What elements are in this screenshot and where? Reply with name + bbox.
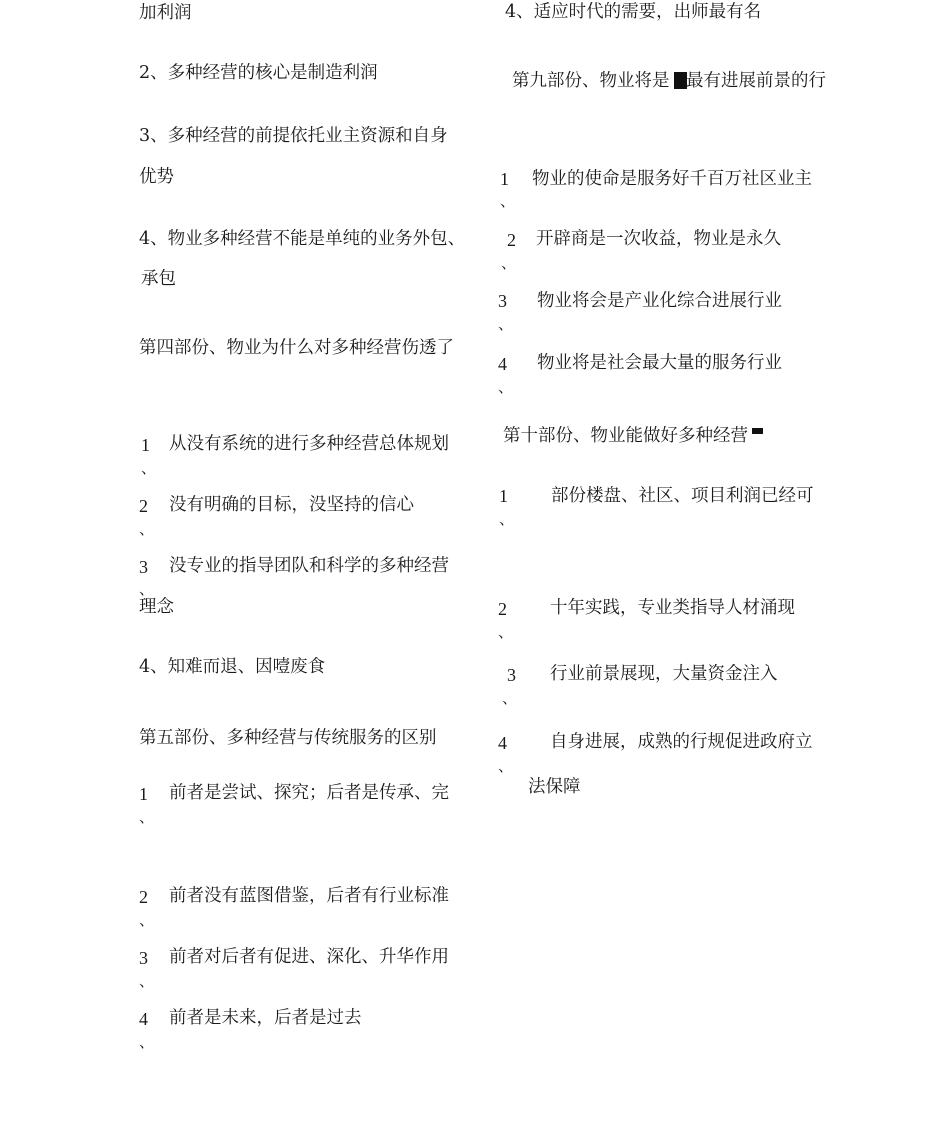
section-title-10-text: 第十部份、物业能做好多种经营 — [503, 426, 748, 446]
list-item-separator: 、 — [500, 192, 516, 210]
list-item-premise-cont: 优势 — [139, 167, 174, 187]
list-item-number: 4 — [139, 1009, 148, 1029]
list-item-text: 前者是尝试、探究；后者是传承、完 — [169, 783, 449, 803]
list-item-number: 1 — [500, 169, 509, 189]
list-item-number: 3 — [139, 557, 148, 577]
list-item-number: 2 — [139, 496, 148, 516]
section-title-4: 第四部份、物业为什么对多种经营伤透了 — [139, 338, 454, 358]
list-item-cont: 理念 — [139, 597, 174, 617]
list-item-text: 十年实践，专业类指导人材涌现 — [550, 598, 795, 618]
list-item-separator: 、 — [498, 315, 514, 333]
list-item-separator: 、 — [139, 972, 155, 990]
list-item-separator: 、 — [498, 757, 514, 775]
list-item-number: 2 — [507, 230, 516, 250]
redaction-block — [752, 428, 763, 434]
list-item-text: 物业的使命是服务好千百万社区业主 — [532, 169, 812, 189]
list-item-text: 前者是未来，后者是过去 — [169, 1008, 362, 1028]
list-item-separator: 、 — [139, 1033, 155, 1051]
list-item-text: 没专业的指导团队和科学的多种经营 — [169, 556, 449, 576]
list-item-number: 3 — [498, 291, 507, 311]
list-item-separator: 、 — [139, 911, 155, 929]
list-item-text: 前者没有蓝图借鉴，后者有行业标准 — [169, 886, 449, 906]
list-item-text: 物业将是社会最大量的服务行业 — [537, 353, 782, 373]
section-title-9-part-a: 第九部份、物业将是 — [512, 71, 670, 91]
list-item-separator: 、 — [141, 459, 157, 477]
list-item-text: 行业前景展现，大量资金注入 — [550, 664, 778, 684]
list-item-number: 4 — [498, 733, 507, 753]
list-item-text: 从没有系统的进行多种经营总体规划 — [169, 434, 449, 454]
list-item-premise: 3、多种经营的前提依托业主资源和自身 — [139, 126, 448, 146]
list-item-times: 4、适应时代的需要，出师最有名 — [505, 2, 762, 22]
list-item-separator: 、 — [139, 580, 155, 598]
list-item-separator: 、 — [498, 623, 514, 641]
list-item-text: 开辟商是一次收益，物业是永久 — [536, 229, 781, 249]
list-item-outsourcing-cont: 承包 — [141, 269, 176, 289]
list-item-separator: 、 — [139, 808, 155, 826]
list-item-separator: 、 — [502, 689, 518, 707]
list-item-separator: 、 — [498, 378, 514, 396]
list-item-number: 1 — [499, 486, 508, 506]
section-title-9-part-b: 最有进展前景的行 — [686, 71, 826, 91]
list-item-number: 2 — [139, 887, 148, 907]
list-item-number: 1 — [139, 784, 148, 804]
list-item-number: 4 — [498, 354, 507, 374]
list-item-give-up: 4、知难而退、因噎废食 — [139, 657, 326, 677]
list-item-number: 2 — [498, 599, 507, 619]
list-item-number: 3 — [507, 665, 516, 685]
list-item-cont: 法保障 — [528, 777, 581, 797]
list-item-separator: 、 — [139, 520, 155, 538]
text-line-add-profit: 加利润 — [139, 3, 192, 23]
list-item-separator: 、 — [501, 254, 517, 272]
list-item-text: 前者对后者有促进、深化、升华作用 — [169, 947, 449, 967]
list-item-core: 2、多种经营的核心是制造利润 — [139, 63, 378, 83]
list-item-number: 1 — [141, 435, 150, 455]
list-item-text: 部份楼盘、社区、项目利润已经可 — [551, 486, 814, 506]
list-item-text: 没有明确的目标，没坚持的信心 — [169, 495, 414, 515]
list-item-outsourcing: 4、物业多种经营不能是单纯的业务外包、 — [139, 229, 466, 249]
list-item-number: 3 — [139, 948, 148, 968]
list-item-separator: 、 — [499, 510, 515, 528]
list-item-text: 物业将会是产业化综合进展行业 — [537, 291, 782, 311]
list-item-text: 自身进展，成熟的行规促进政府立 — [550, 732, 813, 752]
section-title-5: 第五部份、多种经营与传统服务的区别 — [139, 728, 437, 748]
